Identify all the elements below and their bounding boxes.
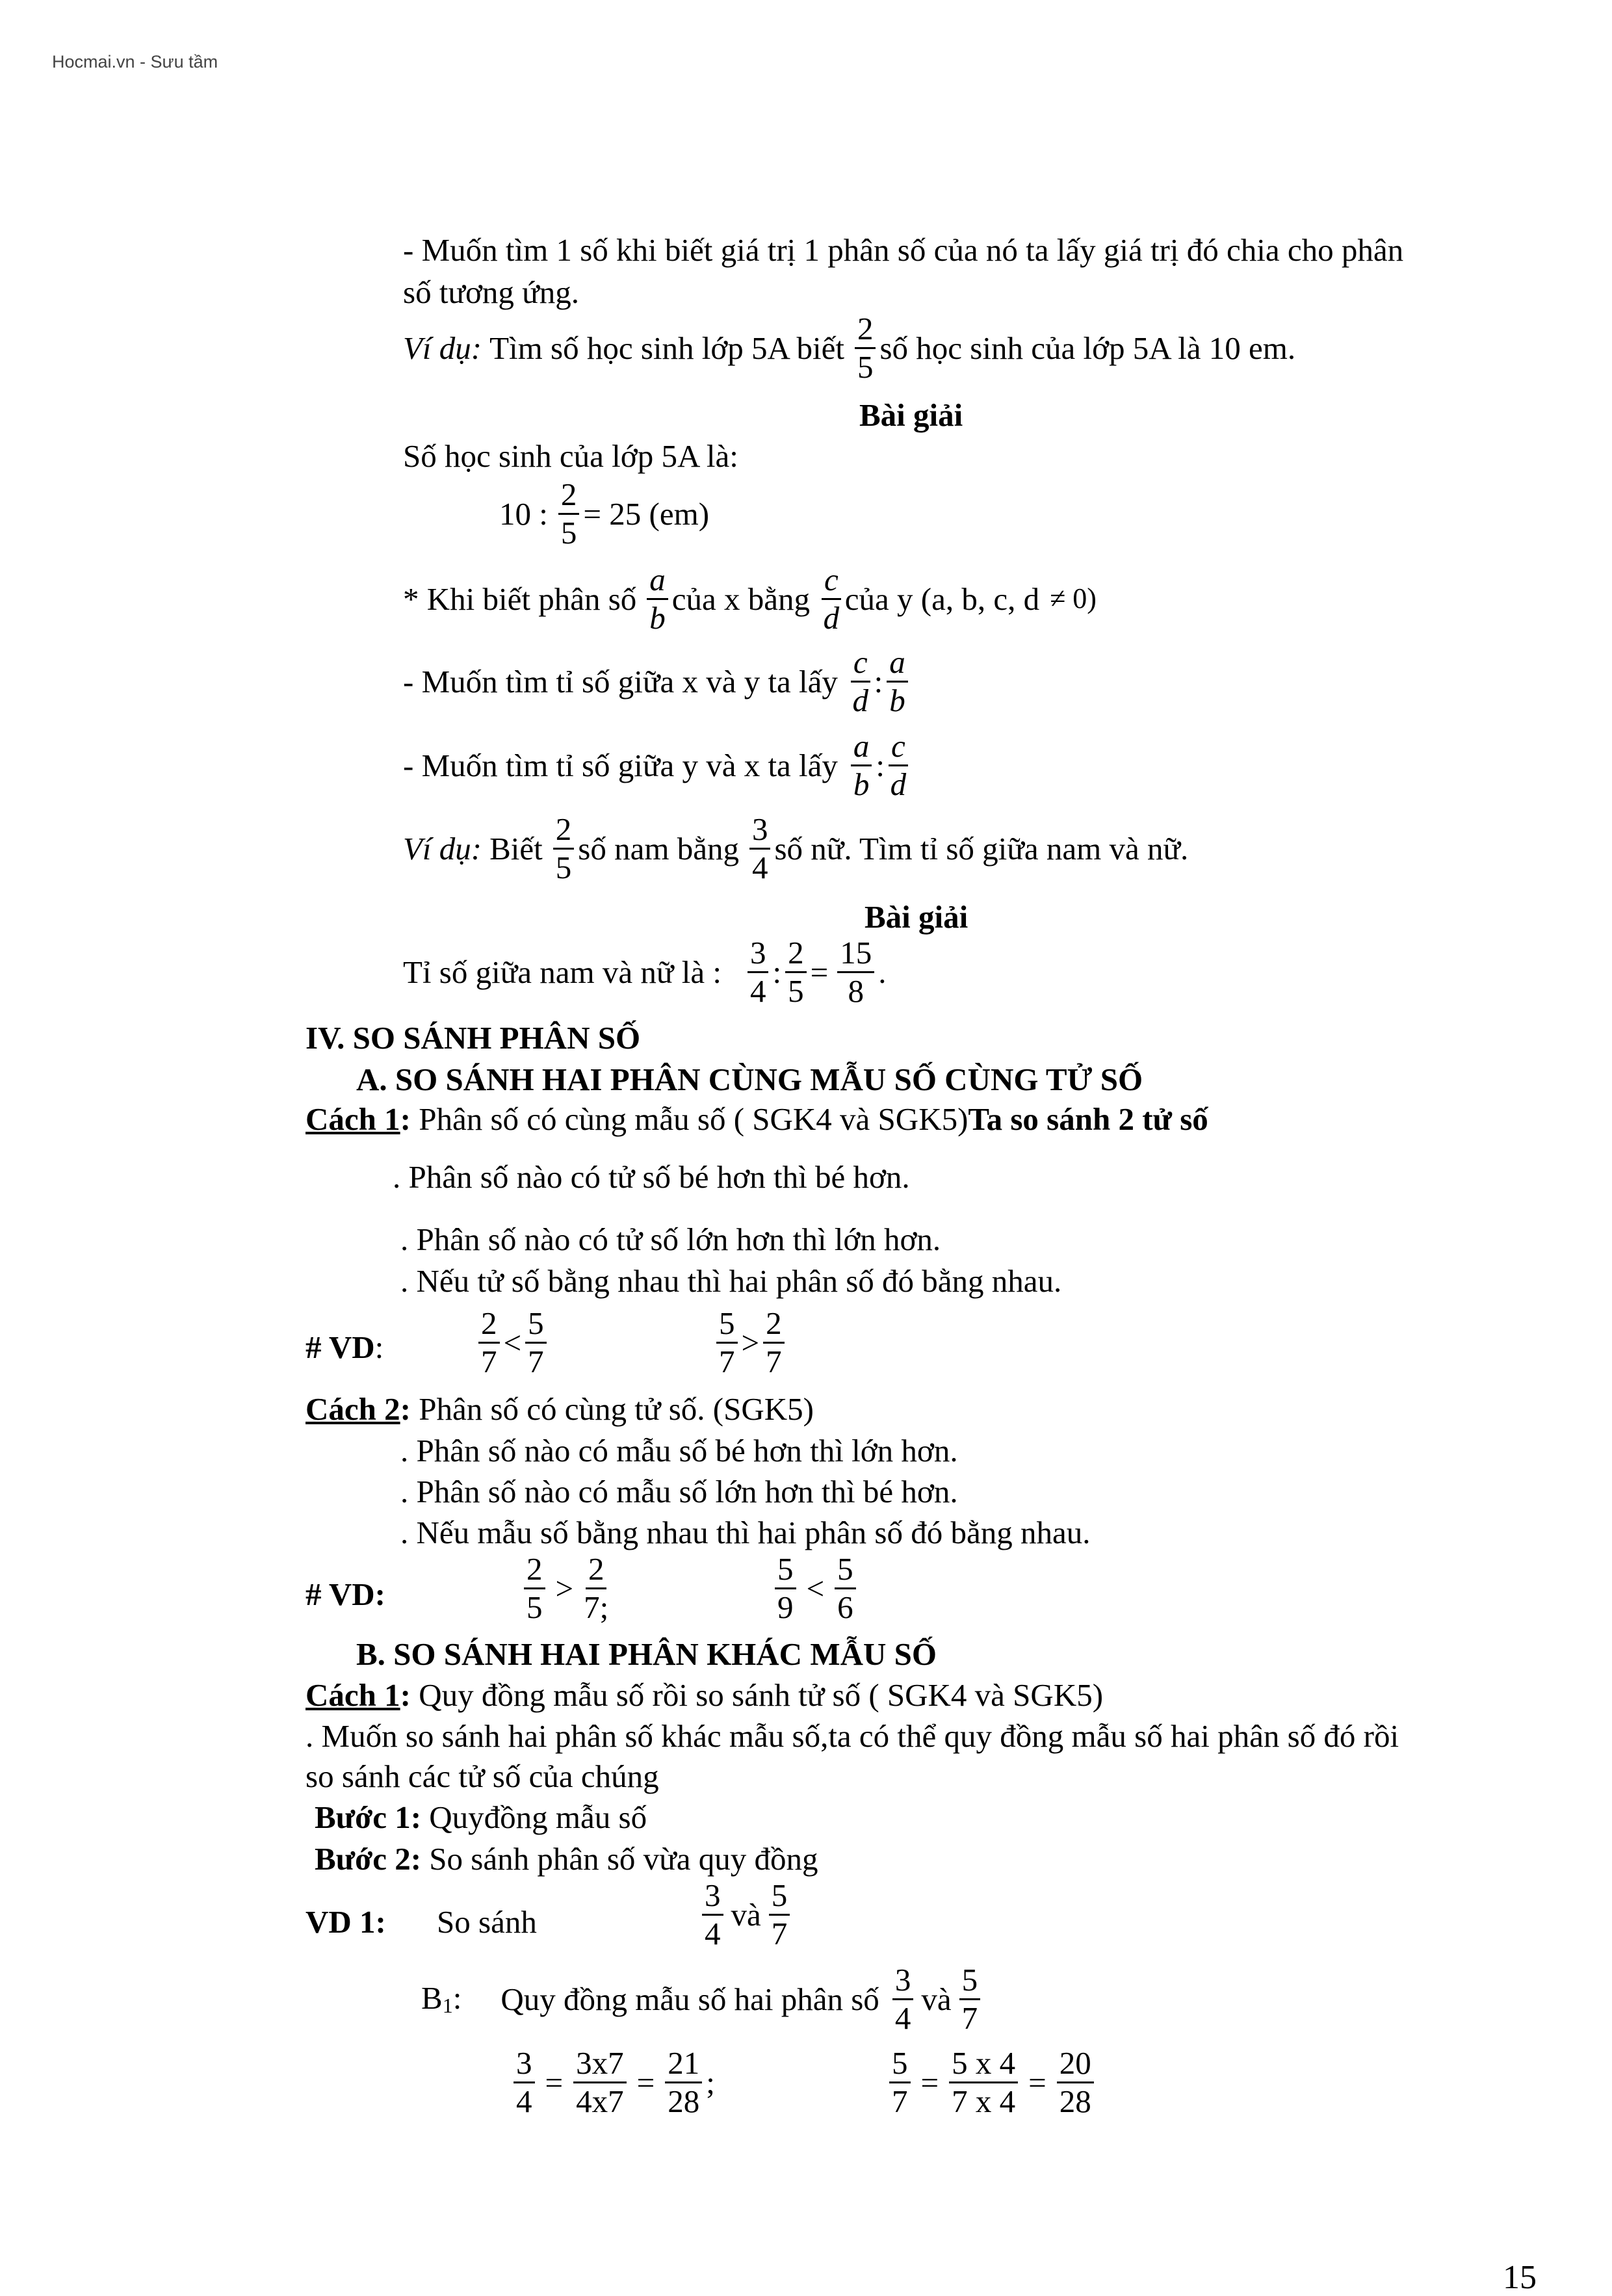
vd-label: # VD:	[306, 1329, 384, 1365]
rule1-line2: số tương ứng.	[403, 274, 579, 310]
example2-answer-text: Tỉ số giữa nam và nữ là :	[403, 954, 722, 990]
cach1-line	[306, 1103, 1208, 1135]
fraction: $\frac{20}{28}$	[1057, 2046, 1094, 2119]
vd1b-text: So sánh	[437, 1904, 537, 1940]
fraction: $\frac{15}{8}$	[837, 936, 874, 1008]
period: .	[878, 954, 887, 990]
b-cach1-line	[306, 1679, 1103, 1711]
cach2-text: Phân số có cùng tử số. (SGK5)	[410, 1391, 814, 1427]
fraction-a-over-b: $\frac{a}{b}$	[851, 729, 872, 802]
b1-line	[421, 1963, 984, 2035]
fraction: $\frac{3}{4}$	[748, 936, 769, 1008]
fraction-a-over-b: $\frac{a}{b}$	[887, 646, 908, 718]
vd2-comparison-b	[771, 1552, 860, 1624]
example-label: Ví dụ:	[403, 830, 482, 867]
calc-right: = 25 (em)	[583, 495, 710, 532]
fraction: $\frac{5}{7}$	[525, 1307, 547, 1379]
b1-text: Quy đồng mẫu số hai phân số	[500, 1981, 879, 2017]
example2-text-c: số nữ. Tìm tỉ số giữa nam và nữ.	[774, 830, 1189, 867]
equation-b	[885, 2046, 1098, 2119]
fraction: $\frac{3}{4}$	[514, 2046, 535, 2119]
example2-text-a: Biết	[489, 830, 543, 867]
equals-sign: =	[636, 2064, 655, 2100]
b1-label: B1:	[421, 1980, 462, 2018]
vd1b-fractions	[698, 1879, 794, 1951]
fraction: $\frac{3}{4}$	[702, 1879, 723, 1951]
less-than-sign: <	[503, 1324, 522, 1361]
example1-answer-line: Số học sinh của lớp 5A là:	[403, 438, 738, 474]
rule2-line	[403, 563, 1097, 635]
solution-title: Bài giải	[864, 899, 968, 935]
cach1-rule1: . Phân số nào có tử số bé hơn thì bé hơn.	[393, 1159, 910, 1195]
vd2-comparison-a	[520, 1552, 612, 1624]
example1-calc	[499, 478, 709, 550]
cach2-label: Cách 2	[306, 1391, 400, 1427]
fraction: $\frac{5}{9}$	[775, 1552, 796, 1624]
fraction-c-over-d: $\frac{c}{d}$	[889, 729, 908, 802]
cach1-text: Phân số có cùng mẫu số ( SGK4 và SGK5)	[410, 1101, 968, 1137]
example2-line	[403, 813, 1188, 885]
fraction-c-over-d: $\frac{c}{d}$	[822, 563, 841, 635]
rule2-text-d: ≠ 0)	[1050, 582, 1097, 615]
fraction: $\frac{5}{7}$	[716, 1307, 738, 1379]
page-number: 15	[1503, 2259, 1537, 2296]
ratio-y-x-line	[403, 729, 912, 802]
ratio-x-y-line	[403, 646, 912, 718]
vd1-comparison-b	[712, 1307, 788, 1379]
example1-text-b: số học sinh của lớp 5A là 10 em.	[879, 330, 1296, 366]
and-word: và	[921, 1981, 952, 2017]
cach1-rule2: . Phân số nào có tử số lớn hơn thì lớn hơn.	[400, 1221, 941, 1257]
cach1-label: Cách 1	[306, 1101, 400, 1137]
fraction: $\frac{2}{5}$	[558, 478, 580, 550]
example1-text-a: Tìm số học sinh lớp 5A biết	[489, 330, 844, 366]
fraction-c-over-d: $\frac{c}{d}$	[851, 646, 870, 718]
step2-label: Bước 2:	[315, 1841, 422, 1877]
vd2-label: # VD:	[306, 1576, 385, 1612]
vd1-comparison-a	[474, 1307, 551, 1379]
vd1b-label: VD 1:	[306, 1904, 386, 1940]
ratio-xy-text: - Muốn tìm tỉ số giữa x và y ta lấy	[403, 663, 838, 699]
less-than-sign: <	[806, 1570, 825, 1606]
b-cach1-label: Cách 1	[306, 1677, 400, 1713]
colon: :	[772, 954, 782, 990]
fraction: $\frac{3x7}{4x7}$	[573, 2046, 627, 2119]
fraction: $\frac{2}{7;}$	[584, 1551, 609, 1625]
step1-line	[315, 1801, 647, 1833]
step2-line	[315, 1843, 818, 1875]
step1-text: Quyđồng mẫu số	[421, 1799, 647, 1835]
example2-text-b: số nam bằng	[578, 830, 739, 867]
solution-title: Bài giải	[859, 397, 963, 433]
fraction: $\frac{2}{5}$	[785, 936, 807, 1008]
cach1-rule3: . Nếu tử số bằng nhau thì hai phân số đó bằng nhau.	[400, 1263, 1062, 1299]
subsection-a-title: A. SO SÁNH HAI PHÂN CÙNG MẪU SỐ CÙNG TỬ SỐ	[356, 1062, 1143, 1097]
fraction: $\frac{5}{7}$	[959, 1963, 981, 2035]
ratio-yx-text: - Muốn tìm tỉ số giữa y và x ta lấy	[403, 747, 838, 783]
fraction: $\frac{2}{5}$	[524, 1552, 545, 1624]
example2-answer	[403, 936, 886, 1008]
cach2-line	[306, 1393, 814, 1425]
fraction: $\frac{3}{4}$	[749, 813, 771, 885]
fraction: $\frac{2}{7}$	[478, 1307, 500, 1379]
step1-label: Bước 1:	[315, 1799, 422, 1835]
cach1-bold-text: Ta so sánh 2 tử số	[968, 1101, 1208, 1137]
subsection-b-title: B. SO SÁNH HAI PHÂN KHÁC MẪU SỐ	[356, 1636, 937, 1672]
fraction-a-over-b: $\frac{a}{b}$	[647, 563, 668, 635]
fraction: $\frac{2}{5}$	[553, 813, 575, 885]
equation-a	[510, 2046, 715, 2119]
rule1-line1: - Muốn tìm 1 số khi biết giá trị 1 phân số của nó ta lấy giá trị đó chia cho phân	[403, 232, 1404, 268]
fraction: $\frac{5}{6}$	[835, 1552, 856, 1624]
colon: :	[400, 1677, 411, 1713]
fraction: $\frac{5}{7}$	[889, 2046, 911, 2119]
fraction: $\frac{3}{4}$	[892, 1963, 914, 2035]
colon: :	[874, 663, 883, 699]
equals-sign: =	[810, 954, 829, 990]
step2-text: So sánh phân số vừa quy đồng	[421, 1841, 818, 1877]
equals-sign: =	[920, 2064, 939, 2100]
semicolon: ;	[706, 2064, 715, 2100]
fraction: $\frac{2}{5}$	[855, 312, 876, 384]
rule2-text-b: của x bằng	[671, 581, 811, 617]
rule2-text-c: của y (a, b, c, d	[844, 581, 1040, 617]
rule2-text-a: * Khi biết phân số	[403, 581, 637, 617]
greater-than-sign: >	[555, 1570, 574, 1606]
cach2-rule1: . Phân số nào có mẫu số bé hơn thì lớn hơn.	[400, 1433, 958, 1468]
fraction: $\frac{5 x 4}{7 x 4}$	[949, 2046, 1018, 2119]
colon: :	[400, 1391, 411, 1427]
section-title: IV. SO SÁNH PHÂN SỐ	[306, 1020, 641, 1056]
fraction: $\frac{2}{7}$	[763, 1307, 785, 1379]
b-cach1-text: Quy đồng mẫu số rồi so sánh tử số ( SGK4 và SGK5)	[410, 1677, 1104, 1713]
b-rule-line2: so sánh các tử số của chúng	[306, 1758, 659, 1794]
and-word: và	[731, 1896, 761, 1933]
cach2-rule2: . Phân số nào có mẫu số lớn hơn thì bé hơn.	[400, 1474, 958, 1509]
equals-sign: =	[545, 2064, 564, 2100]
fraction: $\frac{21}{28}$	[665, 2046, 702, 2119]
colon: :	[876, 747, 885, 783]
b-rule-line1: . Muốn so sánh hai phân số khác mẫu số,ta có thể quy đồng mẫu số hai phân số đó rồi	[306, 1718, 1399, 1754]
source-header: Hocmai.vn - Sưu tầm	[52, 52, 218, 72]
calc-left: 10 :	[499, 495, 548, 532]
greater-than-sign: >	[741, 1324, 760, 1361]
example-label: Ví dụ:	[403, 330, 482, 366]
fraction: $\frac{5}{7}$	[769, 1879, 790, 1951]
colon: :	[400, 1101, 411, 1137]
cach2-rule3: . Nếu mẫu số bằng nhau thì hai phân số đó bằng nhau.	[400, 1515, 1091, 1550]
example1-line	[403, 312, 1295, 384]
equals-sign: =	[1028, 2064, 1046, 2100]
